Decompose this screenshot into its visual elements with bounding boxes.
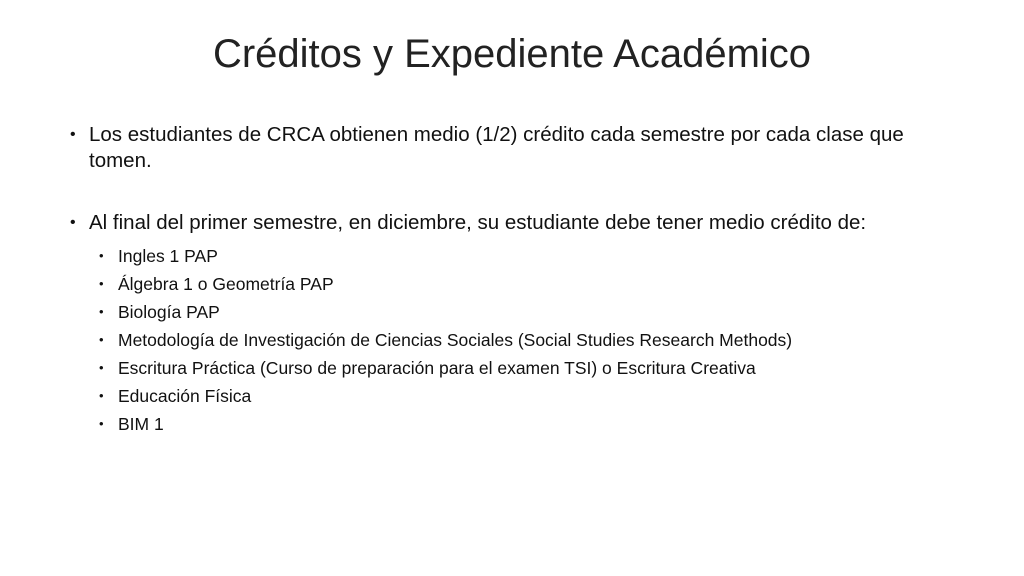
list-item: • BIM 1 [89,410,970,438]
list-item: • Álgebra 1 o Geometría PAP [89,270,970,298]
bullet-text: Los estudiantes de CRCA obtienen medio (1/2) crédito cada semestre por cada clase que tomen. [89,123,904,172]
slide-title: Créditos y Expediente Académico [212,32,812,76]
slide-body [70,122,970,438]
bullet-first-semester-requirements [70,210,970,438]
list-item: • Ingles 1 PAP [89,242,970,270]
list-item: • Biología PAP [89,298,970,326]
list-item: • Metodología de Investigación de Ciencias Sociales (Social Studies Research Methods) [89,326,970,354]
bullet-credits-per-semester [70,122,970,174]
list-item: • Educación Física [89,382,970,410]
course-list [89,242,970,438]
bullet-text: Al final del primer semestre, en diciembre, su estudiante debe tener medio crédito de: [89,211,867,234]
list-item: • Escritura Práctica (Curso de preparación para el examen TSI) o Escritura Creativa [89,354,970,382]
